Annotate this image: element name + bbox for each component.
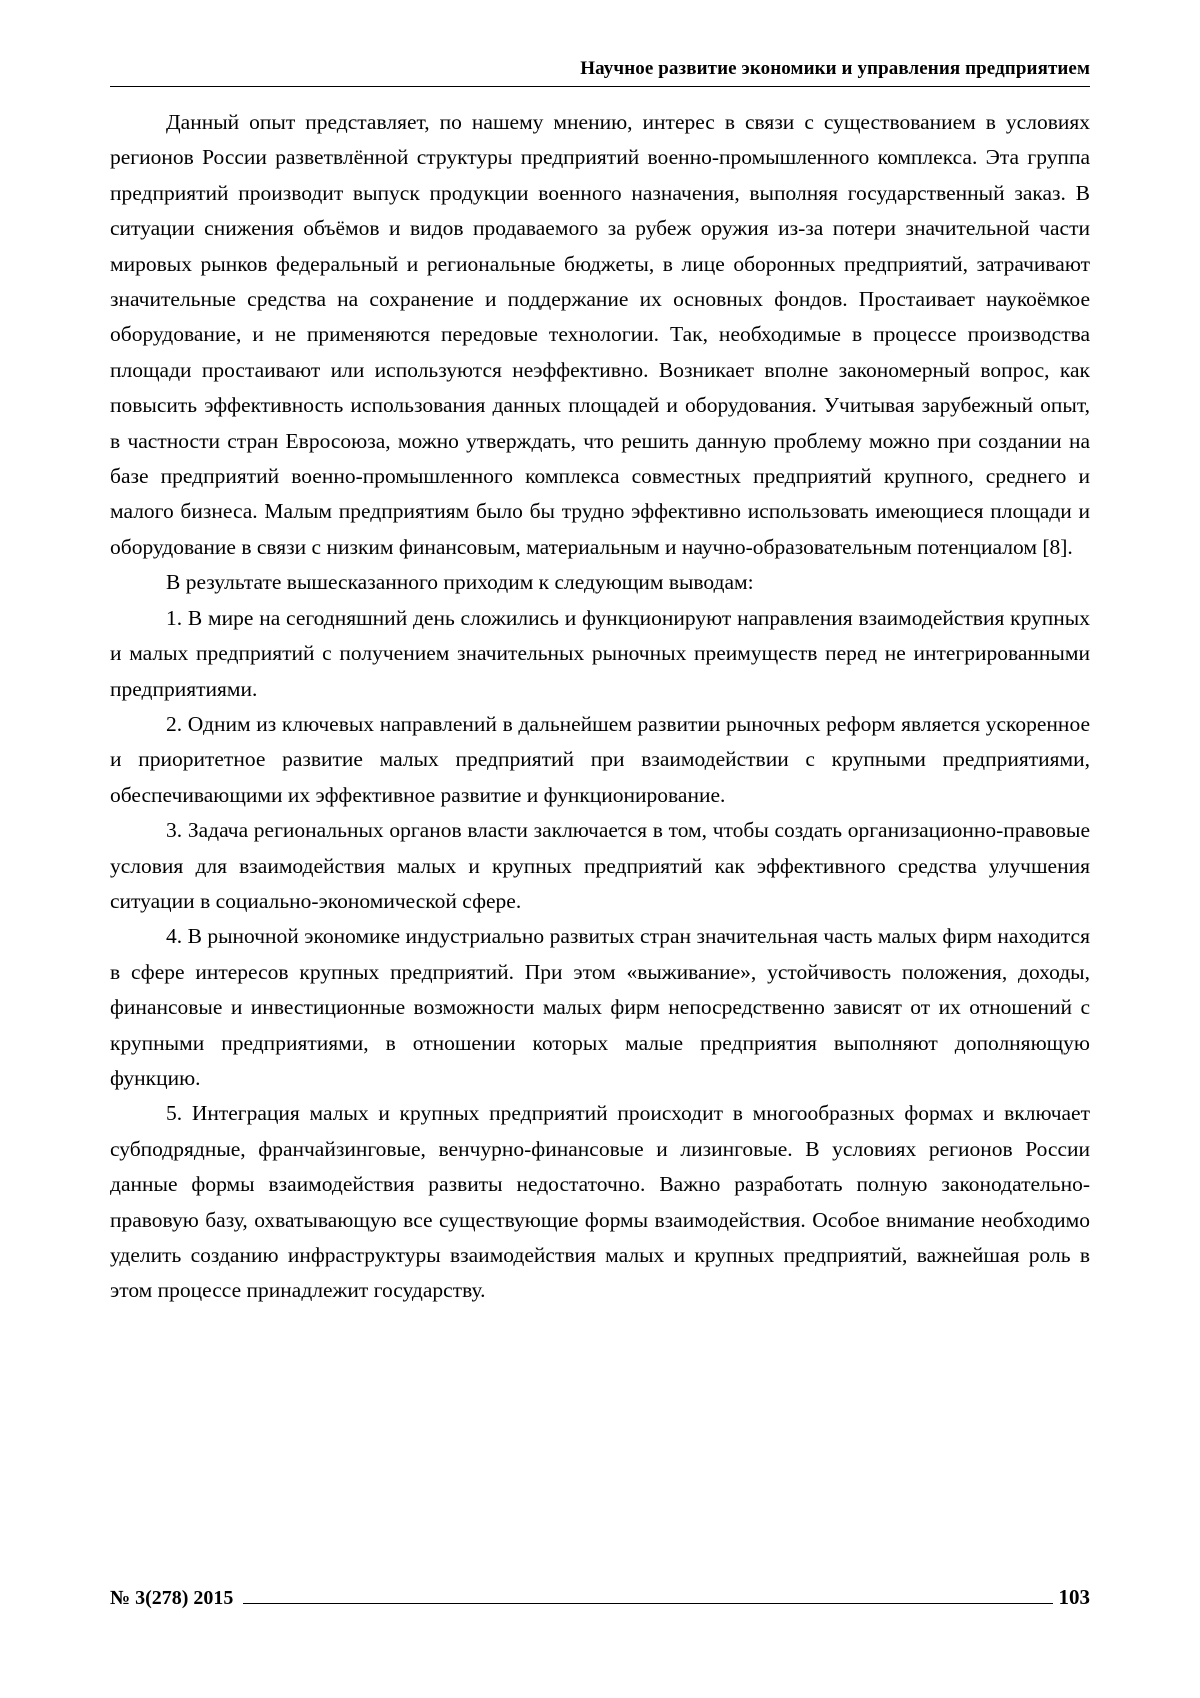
issue-label: № 3(278) 2015: [110, 1587, 234, 1609]
page-footer: [110, 1585, 1090, 1612]
paragraph-5: 3. Задача региональных органов власти заключается в том, чтобы создать организационно-правовые условия для взаимодействия малых и крупных предприятий как эффективного средства улучшения ситуации в социально-экономической сфере.: [110, 818, 1090, 913]
body-text: [110, 105, 1090, 1309]
header-divider: [110, 86, 1090, 87]
paragraph-3: 1. В мире на сегодняшний день сложились и функционируют направления взаимодействия крупных и малых предприятий с получением значительных рыночных преимуществ перед не интегрированными предприятиями.: [110, 605, 1090, 701]
paragraph-2: В результате вышесказанного приходим к следующим выводам:: [166, 570, 754, 595]
footer-divider: [243, 1603, 1052, 1604]
paragraph-1: Данный опыт представляет, по нашему мнению, интерес в связи с существованием в условиях регионов России разветвлённой структуры предприятий военно-промышленного комплекса. Эта группа предприятий производит выпуск продукции военного назначения, выполняя государственный заказ. В ситуации снижения объёмов и видов продаваемого за рубеж оружия из-за потери значительной части мировых рынков федеральный и региональные бюджеты, в лице оборонных предприятий, затрачивают значительные средства на сохранение и поддержание их основных фондов. Простаивает наукоёмкое оборудование, и не применяются передовые технологии. Так, необходимые в процессе производства площади простаивают или используются неэффективно. Возникает вполне закономерный вопрос, как повысить эффективность использования данных площадей и оборудования. Учитывая зарубежный опыт, в частности стран Евросоюза, можно утверждать, что решить данную проблему можно при создании на базе предприятий военно-промышленного комплекса совместных предприятий крупного, среднего и малого бизнеса. Малым предприятиям было бы трудно эффективно использовать имеющиеся площади и оборудование в связи с низким финансовым, материальным и научно-образовательным потенциалом [8].: [110, 110, 1090, 559]
paragraph-6: 4. В рыночной экономике индустриально развитых стран значительная часть малых фирм находится в сфере интересов крупных предприятий. При этом «выживание», устойчивость положения, доходы, финансовые и инвестиционные возможности малых фирм непосредственно зависят от их отношений с крупными предприятиями, в отношении которых малые предприятия выполняют дополняющую функцию.: [110, 924, 1090, 1090]
page-number: 103: [1058, 1585, 1090, 1609]
paragraph-7: 5. Интеграция малых и крупных предприятий происходит в многообразных формах и включает субподрядные, франчайзинговые, венчурно-финансовые и лизинговые. В условиях регионов России данные формы взаимодействия развиты недостаточно. Важно разработать полную законодательно-правовую базу, охватывающую все существующие формы взаимодействия. Особое внимание необходимо уделить созданию инфраструктуры взаимодействия малых и крупных предприятий, важнейшая роль в этом процессе принадлежит государству.: [110, 1101, 1090, 1303]
page-content: [110, 58, 1090, 1309]
running-head: Научное развитие экономики и управления предприятием: [580, 58, 1090, 79]
paragraph-4: 2. Одним из ключевых направлений в дальнейшем развитии рыночных реформ является ускоренное и приоритетное развитие малых предприятий при взаимодействии с крупными предприятиями, обеспечивающими их эффективное развитие и функционирование.: [110, 711, 1090, 807]
